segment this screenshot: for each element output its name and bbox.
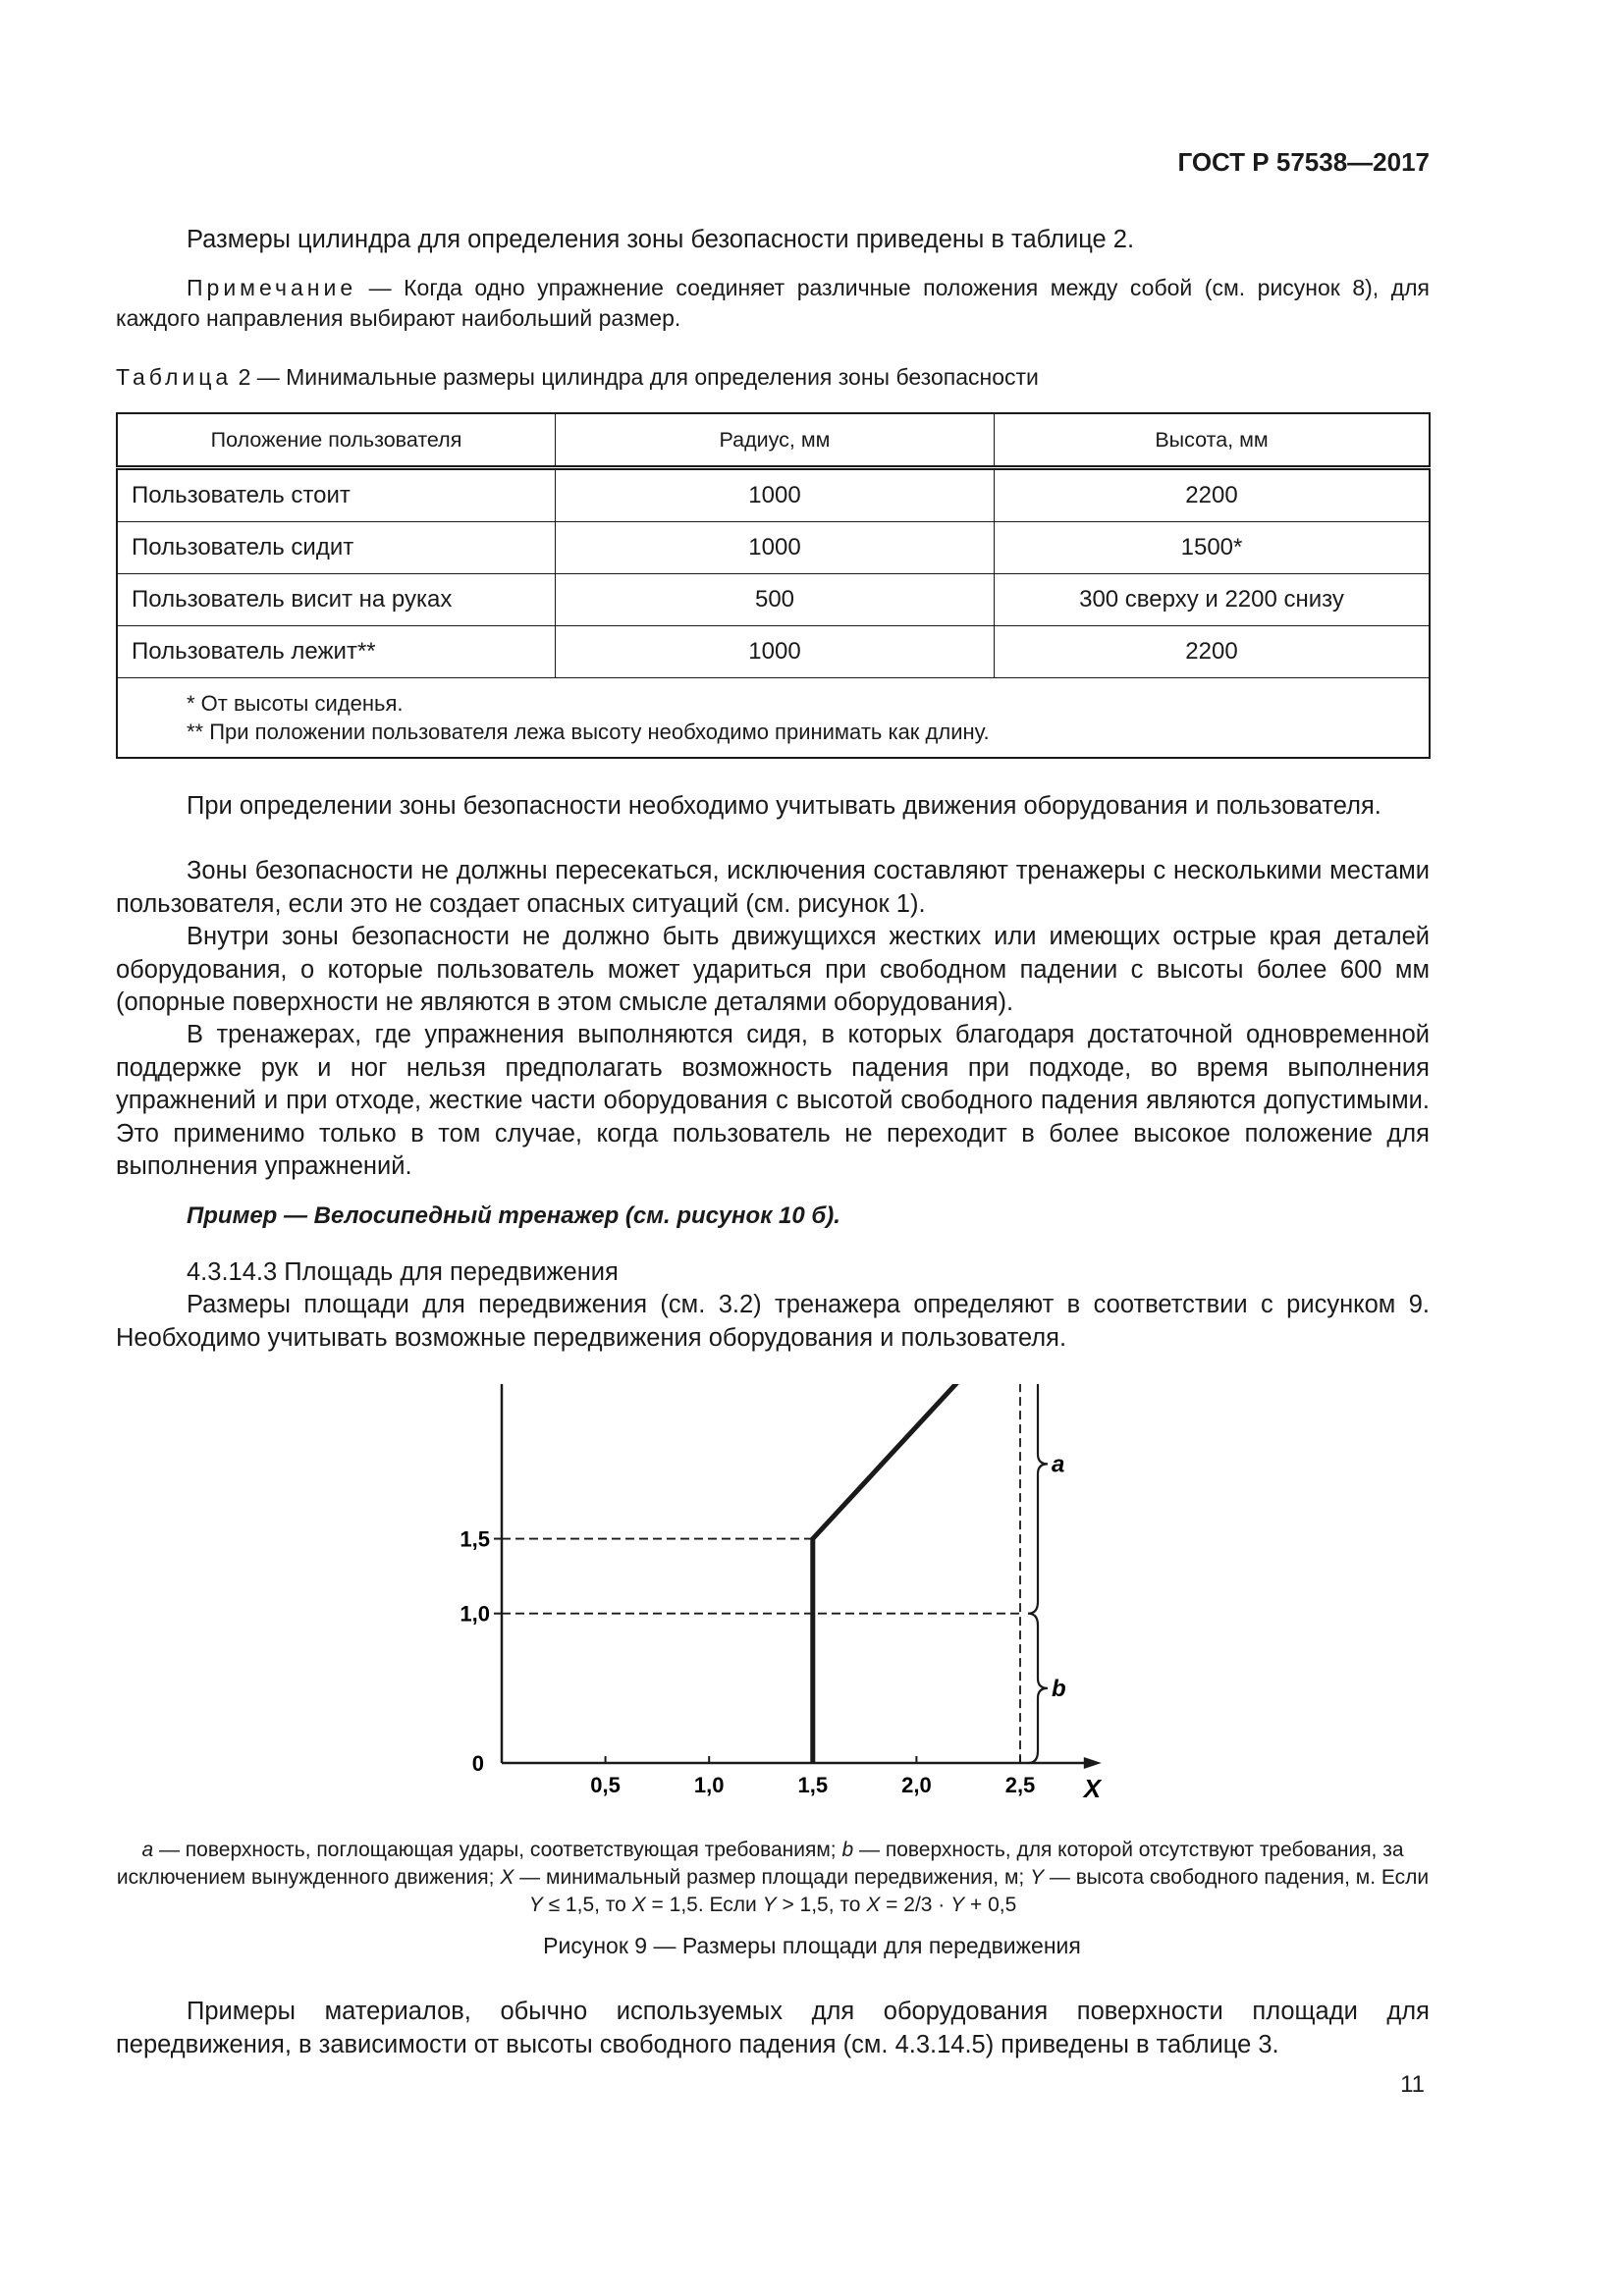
table-cell: 1000 bbox=[556, 522, 995, 574]
x-tick-label: 2,0 bbox=[901, 1773, 932, 1797]
table-row bbox=[117, 574, 1430, 626]
y-tick-label: 1,5 bbox=[460, 1526, 490, 1552]
table-footnotes bbox=[117, 678, 1430, 759]
y-tick-label: 1,0 bbox=[460, 1601, 490, 1627]
caption-text: = 2/3 · bbox=[880, 1894, 951, 1916]
figure-title: Рисунок 9 — Размеры площади для передвижения bbox=[543, 1933, 1081, 1958]
origin-label: 0 bbox=[471, 1751, 484, 1776]
brace-b-label: b bbox=[1052, 1675, 1066, 1702]
table-row bbox=[117, 468, 1430, 522]
caption-text: — поверхность, поглощающая удары, соответствующая требованиям; bbox=[153, 1839, 842, 1861]
closing-paragraph: Примеры материалов, обычно используемых для оборудования поверхности площади для передвижения, в зависимости от высоты свободного падения (см. 4.3.14.5) приведены в таблице 3. bbox=[116, 1998, 1430, 2058]
x-tick-label: 2,5 bbox=[1004, 1773, 1036, 1797]
standard-header: ГОСТ Р 57538—2017 bbox=[1177, 147, 1430, 177]
table-row bbox=[117, 626, 1430, 678]
body-paragraph: В тренажерах, где упражнения выполняются сидя, в которых благодаря достаточной одновременной поддержке рук и ног нельзя предполагать возможность падения при подходе, во время выполнения упражнений и при отходе, жесткие части оборудования с высотой свободного падения являются допустимыми. Это применимо только в том случае, когда пользователь не переходит в более высокое положение для выполнения упражнений. bbox=[116, 1021, 1430, 1180]
caption-symbol: Y bbox=[1030, 1866, 1045, 1889]
caption-symbol: b bbox=[841, 1839, 854, 1861]
caption-symbol: X bbox=[500, 1866, 514, 1889]
intro-paragraph: Размеры цилиндра для определения зоны безопасности приведены в таблице 2. bbox=[187, 226, 1135, 253]
caption-text: — высота свободного падения, м. Если bbox=[1044, 1866, 1430, 1889]
table-footnote: * От высоты сиденья. bbox=[187, 691, 404, 716]
note bbox=[116, 273, 1430, 334]
body-paragraph: Зоны безопасности не должны пересекаться, исключения составляют тренажеры с несколькими местами пользователя, если это не создает опасных ситуаций (см. рисунок 1). bbox=[116, 857, 1430, 918]
figure-caption bbox=[116, 1837, 1430, 1919]
table-cell: 300 сверху и 2200 снизу bbox=[995, 574, 1431, 626]
body-paragraph: При определении зоны безопасности необходимо учитывать движения оборудования и пользователя. bbox=[187, 792, 1381, 820]
table-cell: 2200 bbox=[995, 468, 1431, 522]
caption-symbol: Y bbox=[950, 1894, 965, 1916]
table-caption-label: Таблица bbox=[116, 364, 233, 390]
caption-symbol: X bbox=[866, 1894, 881, 1916]
table-cell: 1000 bbox=[556, 468, 995, 522]
page-number: 11 bbox=[1400, 2071, 1425, 2098]
note-label: Примечание bbox=[187, 275, 357, 300]
table-header-cell: Положение пользователя bbox=[117, 413, 556, 468]
caption-text: ≤ 1,5, то bbox=[542, 1894, 632, 1916]
table-cell: Пользователь стоит bbox=[117, 468, 556, 522]
table-header-cell: Высота, мм bbox=[995, 413, 1431, 468]
table-cell: Пользователь висит на руках bbox=[117, 574, 556, 626]
caption-text: + 0,5 bbox=[964, 1894, 1017, 1916]
brace-b bbox=[1028, 1614, 1048, 1763]
example: Пример — Велосипедный тренажер (см. рисунок 10 б). bbox=[187, 1202, 840, 1229]
section-title: 4.3.14.3 Площадь для передвижения bbox=[187, 1258, 619, 1286]
caption-symbol: Y bbox=[528, 1894, 543, 1916]
x-axis-label: X bbox=[1083, 1774, 1102, 1803]
table-header-row bbox=[117, 413, 1430, 468]
table-2 bbox=[116, 412, 1431, 759]
caption-text: = 1,5. Если bbox=[645, 1894, 763, 1916]
brace-a bbox=[1028, 1384, 1048, 1614]
table-caption bbox=[116, 364, 1039, 391]
caption-symbol: a bbox=[141, 1839, 154, 1861]
table-cell: Пользователь лежит** bbox=[117, 626, 556, 678]
table-caption-text: 2 — Минимальные размеры цилиндра для определения зоны безопасности bbox=[232, 364, 1039, 390]
x-axis-arrow bbox=[1084, 1757, 1102, 1769]
note-text: — Когда одно упражнение соединяет различные положения между собой (см. рисунок 8), для каждого направления выбирают наибольший размер. bbox=[116, 275, 1430, 331]
table-cell: 1000 bbox=[556, 626, 995, 678]
body-paragraph: Внутри зоны безопасности не должно быть движущихся жестких или имеющих острые края деталей оборудования, о которые пользователь может удариться при свободном падении с высоты более 600 мм (опорные поверхности не являются в этом смысле деталями оборудования). bbox=[116, 923, 1430, 1016]
caption-text: > 1,5, то bbox=[776, 1894, 867, 1916]
caption-symbol: X bbox=[631, 1894, 646, 1916]
table-cell: 500 bbox=[556, 574, 995, 626]
table-footnote: ** При положении пользователя лежа высоту необходимо принимать как длину. bbox=[187, 720, 990, 744]
x-tick-label: 1,5 bbox=[797, 1773, 829, 1797]
table-header-cell: Радиус, мм bbox=[556, 413, 995, 468]
table-cell: 2200 bbox=[995, 626, 1431, 678]
table-cell: 1500* bbox=[995, 522, 1431, 574]
brace-a-label: a bbox=[1052, 1451, 1065, 1478]
table-footnote-row bbox=[117, 678, 1430, 759]
data-line bbox=[813, 1384, 1020, 1763]
caption-symbol: Y bbox=[762, 1894, 777, 1916]
section-text: Размеры площади для передвижения (см. 3.2) тренажера определяют в соответствии с рисунком 9. Необходимо учитывать возможные передвижения оборудования и пользователя. bbox=[116, 1291, 1430, 1352]
chart-plot bbox=[460, 1384, 1102, 1803]
table-row bbox=[117, 522, 1430, 574]
table-cell: Пользователь сидит bbox=[117, 522, 556, 574]
caption-text: — минимальный размер площади передвижения, м; bbox=[514, 1866, 1031, 1889]
figure-9-chart bbox=[0, 1384, 1624, 1826]
x-tick-label: 0,5 bbox=[590, 1773, 621, 1797]
x-tick-label: 1,0 bbox=[693, 1773, 725, 1797]
caption-text: — поверхность, для которой отсутствуют требования, за исключением вынужденного движения; bbox=[116, 1839, 1404, 1889]
